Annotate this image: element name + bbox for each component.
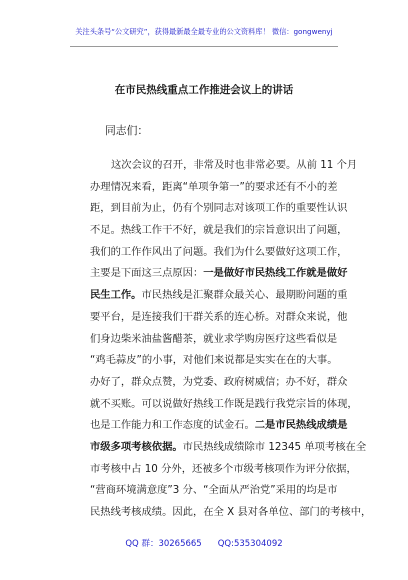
body-text: 市考核中占 10 分外，还被多个市级考核项作为评分依据，: [90, 462, 357, 475]
body-text: 主要是下面这三点原因：: [90, 267, 204, 280]
emphasized-text: 一是做好市民热线工作就是做好: [203, 267, 348, 280]
body-line: [90, 437, 370, 459]
body-text: 们身边柴米油盐酱醋茶，就业求学购房医疗这些看似是: [90, 332, 338, 345]
body-line: [90, 394, 370, 416]
salutation: 同志们：: [105, 124, 149, 137]
body-line: [90, 502, 370, 524]
body-line: [90, 480, 370, 502]
body-line: [90, 285, 370, 307]
document-body: [90, 155, 370, 524]
body-text: “营商环境满意度”3 分、“全面从严治党”采用的均是市: [90, 484, 338, 497]
body-line: [90, 350, 370, 372]
body-text: 我们的工作作风出了问题。我们为什么要做好这项工作，: [90, 245, 348, 258]
body-line: [90, 177, 370, 199]
body-line: [90, 329, 370, 351]
body-text: “鸡毛蒜皮”的小事，对他们来说都是实实在在的大事。: [90, 354, 338, 367]
body-text: 市民热线是汇聚群众最关心、最期盼问题的重: [141, 289, 348, 302]
body-line: [90, 263, 370, 285]
body-line: [90, 372, 370, 394]
body-text: 也是工作能力和工作态度的试金石。: [90, 419, 255, 432]
body-text: 民热线考核成绩。因此，在全 X 县对各单位、部门的考核中，: [90, 506, 372, 518]
body-text: 办理情况来看，距离“单项争第一”的要求还有不小的差: [90, 180, 338, 193]
body-text: 不足。热线工作干不好，就是我们的宗旨意识出了问题，: [90, 224, 348, 237]
header-divider: [70, 46, 338, 47]
emphasized-text: 市级多项考核依据。: [90, 440, 183, 453]
header-promo-note: 关注头条号“公文研究”，获得最新最全最专业的公文资料库！ 微信：gongwenyj: [75, 27, 333, 36]
emphasized-text: 二是市民热线成绩是: [254, 419, 348, 432]
body-line: [90, 415, 370, 437]
body-text: 市民热线成绩除市 12345 单项考核在全: [182, 440, 367, 453]
body-text: 距，到目前为止，仍有个别同志对该项工作的重要性认识: [90, 202, 348, 215]
footer-qq: QQ:535304092: [217, 539, 283, 549]
body-text: 就不买账。可以说做好热线工作既是践行我党宗旨的体现，: [90, 397, 358, 410]
emphasized-text: 民生工作。: [90, 289, 142, 302]
body-line: [90, 198, 370, 220]
body-line: [90, 220, 370, 242]
body-line: [90, 307, 370, 329]
body-line: [90, 242, 370, 264]
document-title: 在市民热线重点工作推进会议上的讲话: [114, 84, 294, 96]
body-line: [90, 459, 370, 481]
body-text: 要平台，是连接我们干群关系的连心桥。对群众来说，他: [90, 310, 348, 323]
footer-contact: [0, 538, 408, 550]
body-line: [90, 155, 370, 177]
body-text: 这次会议的召开，非常及时也非常必要。从前 11 个月: [111, 159, 358, 171]
body-text: 办好了，群众点赞，为党委、政府树威信；办不好，群众: [90, 375, 348, 388]
footer-qq-group: QQ 群：30265665: [125, 539, 202, 549]
